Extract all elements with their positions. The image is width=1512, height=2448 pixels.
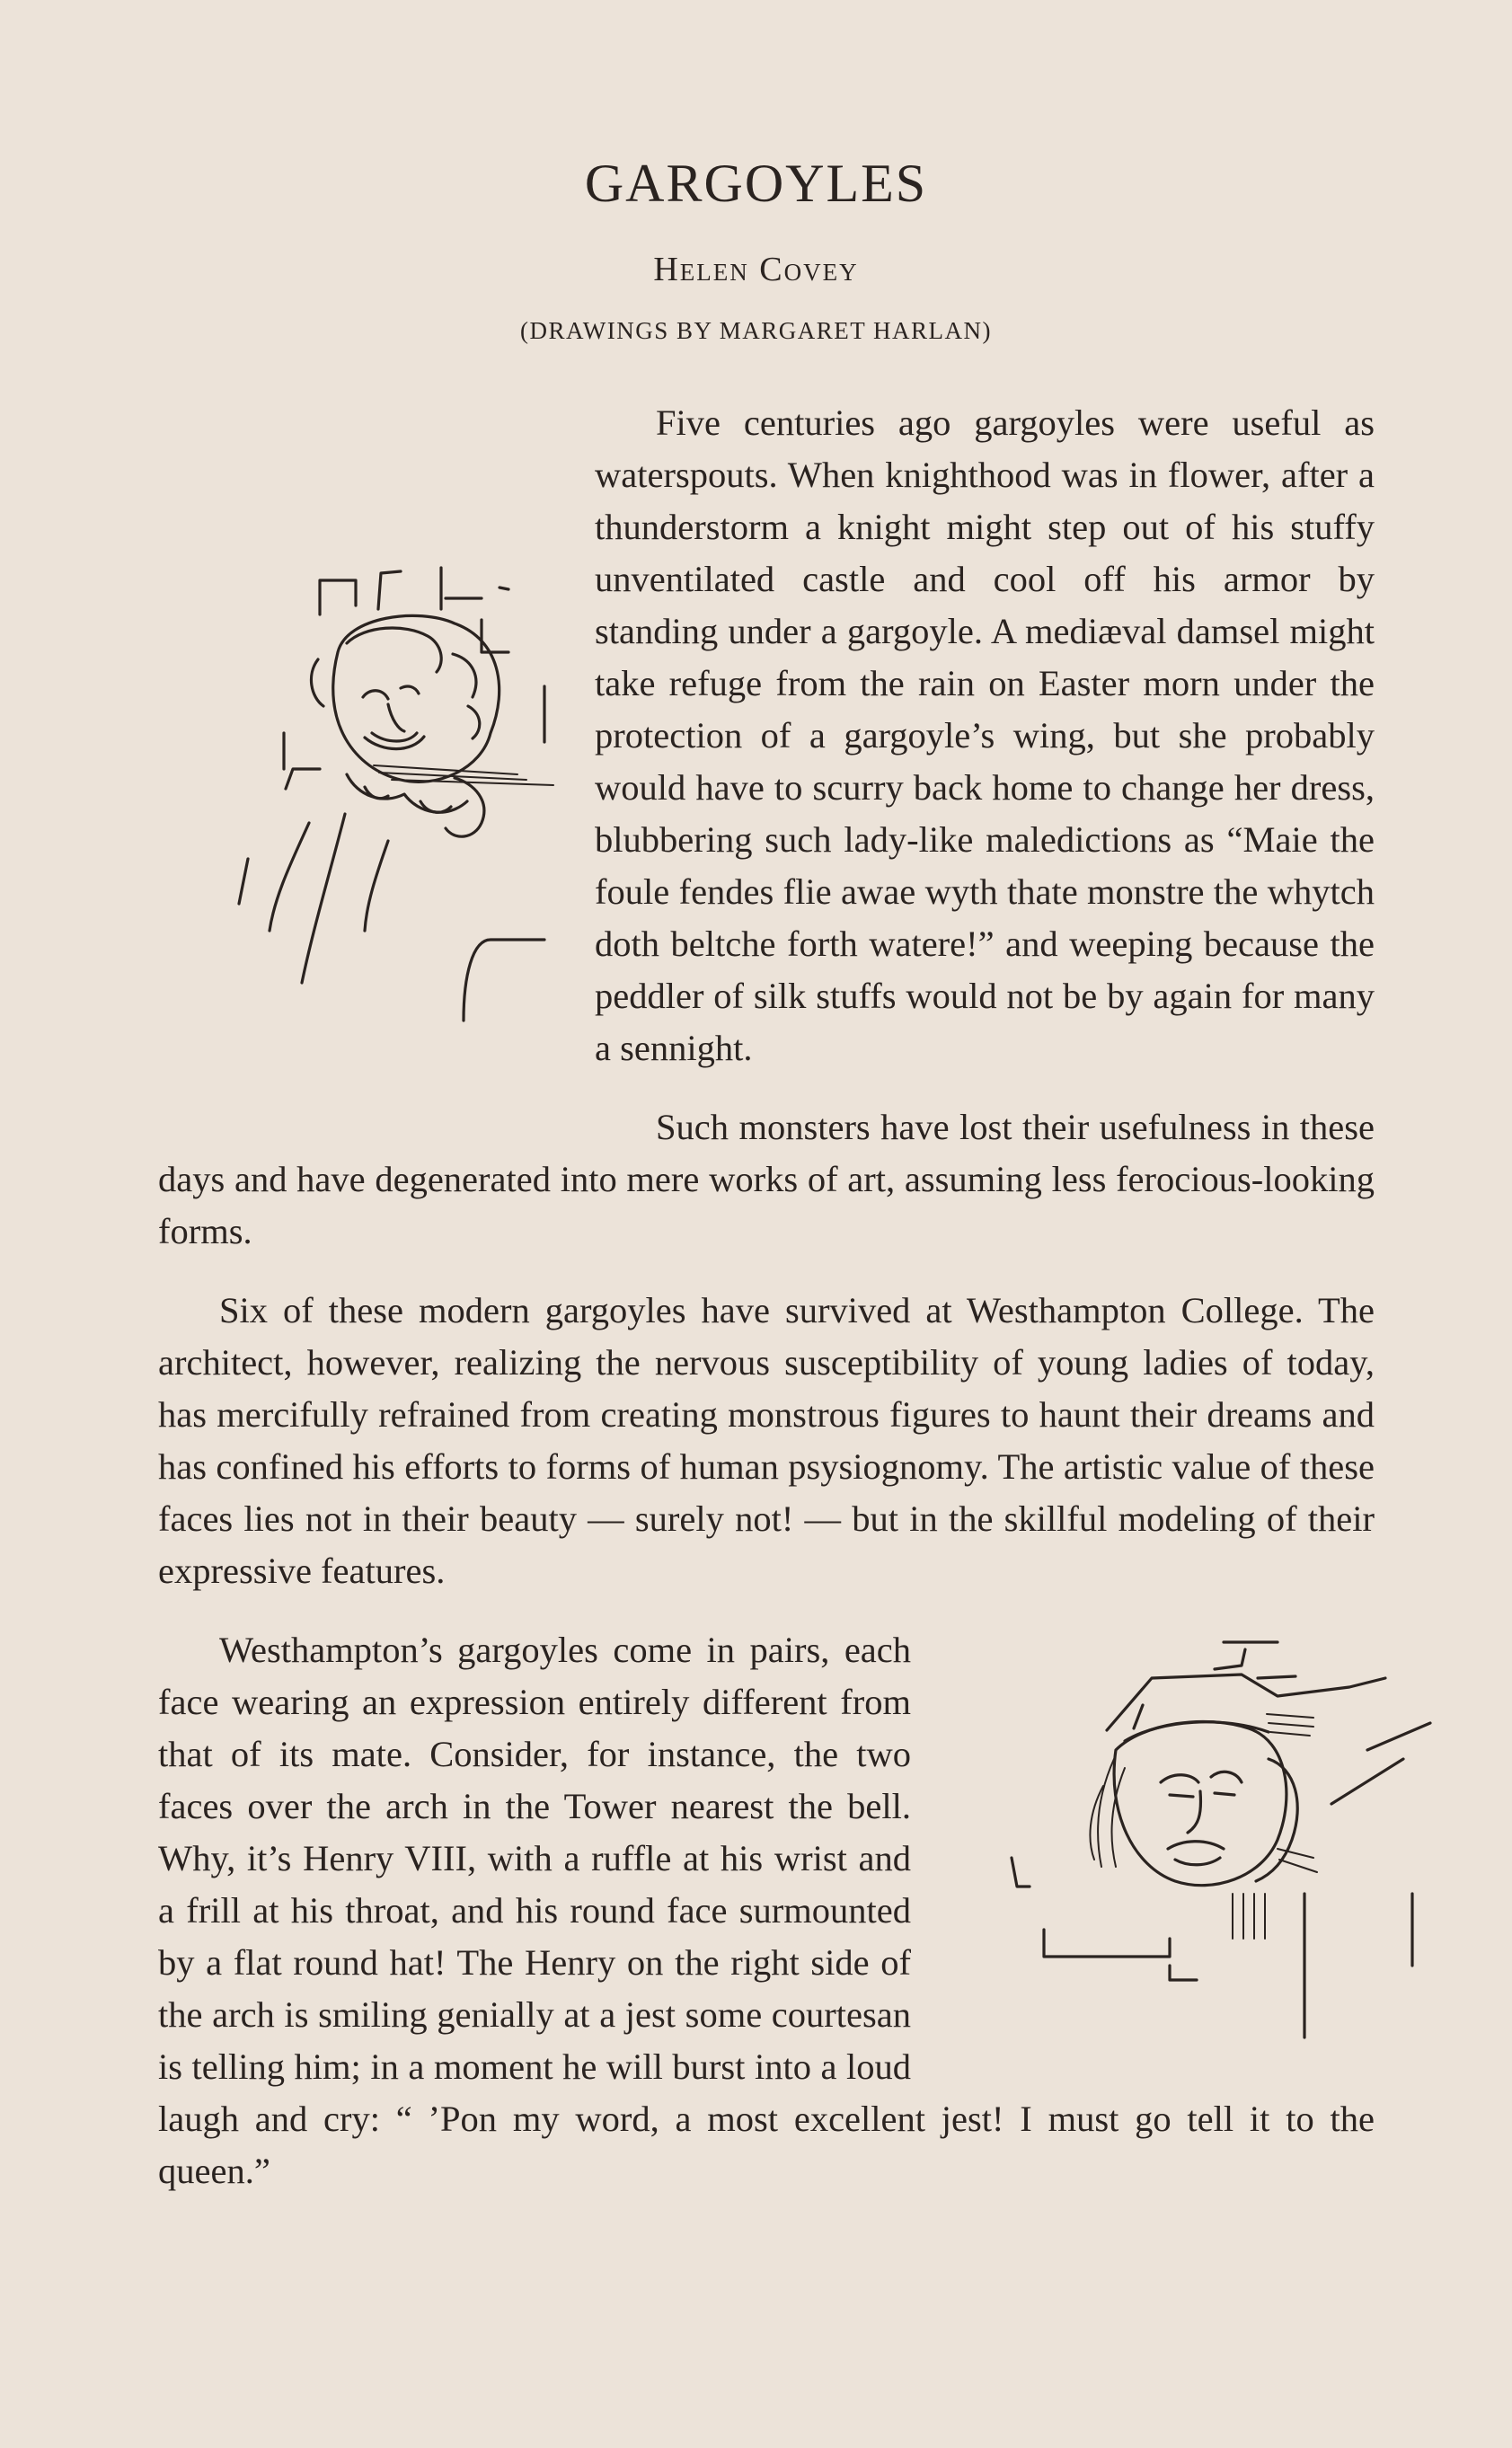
paragraph-4	[158, 1624, 1375, 2197]
article-author: Helen Covey	[653, 251, 859, 288]
article-title: GARGOYLES	[584, 154, 928, 213]
gargoyle-frowning-drawing-icon	[947, 1624, 1375, 2073]
paragraph-2: Such monsters have lost their usefulness in these days and have degenerated into mere works of art, assuming less ferocious-looking forms.	[158, 1107, 1375, 1251]
paragraph-1-text: Five centuries ago gargoyles were useful as waterspouts. When knighthood was in flower, after a thunderstorm a knight might step out of his stuffy unventilated castle and cool off his armor by standing under a gargoyle. A mediæval damsel might take refuge from the rain on Easter morn under the protection of a gargoyle’s wing, but she probably would have to scurry back home to change her dress, blubbering such lady-like maledictions as “Maie the foule fendes flie awae wyth thate monstre the whytch doth beltche forth watere!” and weeping because the peddler of silk stuffs would not be by again for many a sennight.	[595, 402, 1375, 1068]
article-body	[158, 397, 1375, 2197]
gargoyle-smiling-drawing-icon	[151, 553, 555, 1112]
paragraph-1	[158, 397, 1375, 1074]
paragraph-3: Six of these modern gargoyles have survived at Westhampton College. The architect, however, realizing the nervous susceptibility of young ladies of today, has mercifully refrained from creating monstrous figures to haunt their dreams and has confined his efforts to forms of human psysiognomy. The artistic value of these faces lies not in their beauty — surely not! — but in the skillful modeling of their expressive features.	[158, 1290, 1375, 1591]
paragraph-4-text: Westhampton’s gargoyles come in pairs, each face wearing an expression entirely different from that of its mate. Consider, for instance, the two faces over the arch in the Tower nearest the bell. Why, it’s Henry VIII, with a ruffle at his wrist and a frill at his throat, and his round face surmounted by a flat round hat! The Henry on the right side of the arch is smiling genially at a jest some courtesan is telling him; in a moment he will burst into a loud laugh and cry: “ ’Pon my word, a most excellent jest! I must go tell it to the queen.”	[158, 1630, 1375, 2191]
drawing-credit: (DRAWINGS BY MARGARET HARLAN)	[519, 317, 993, 344]
